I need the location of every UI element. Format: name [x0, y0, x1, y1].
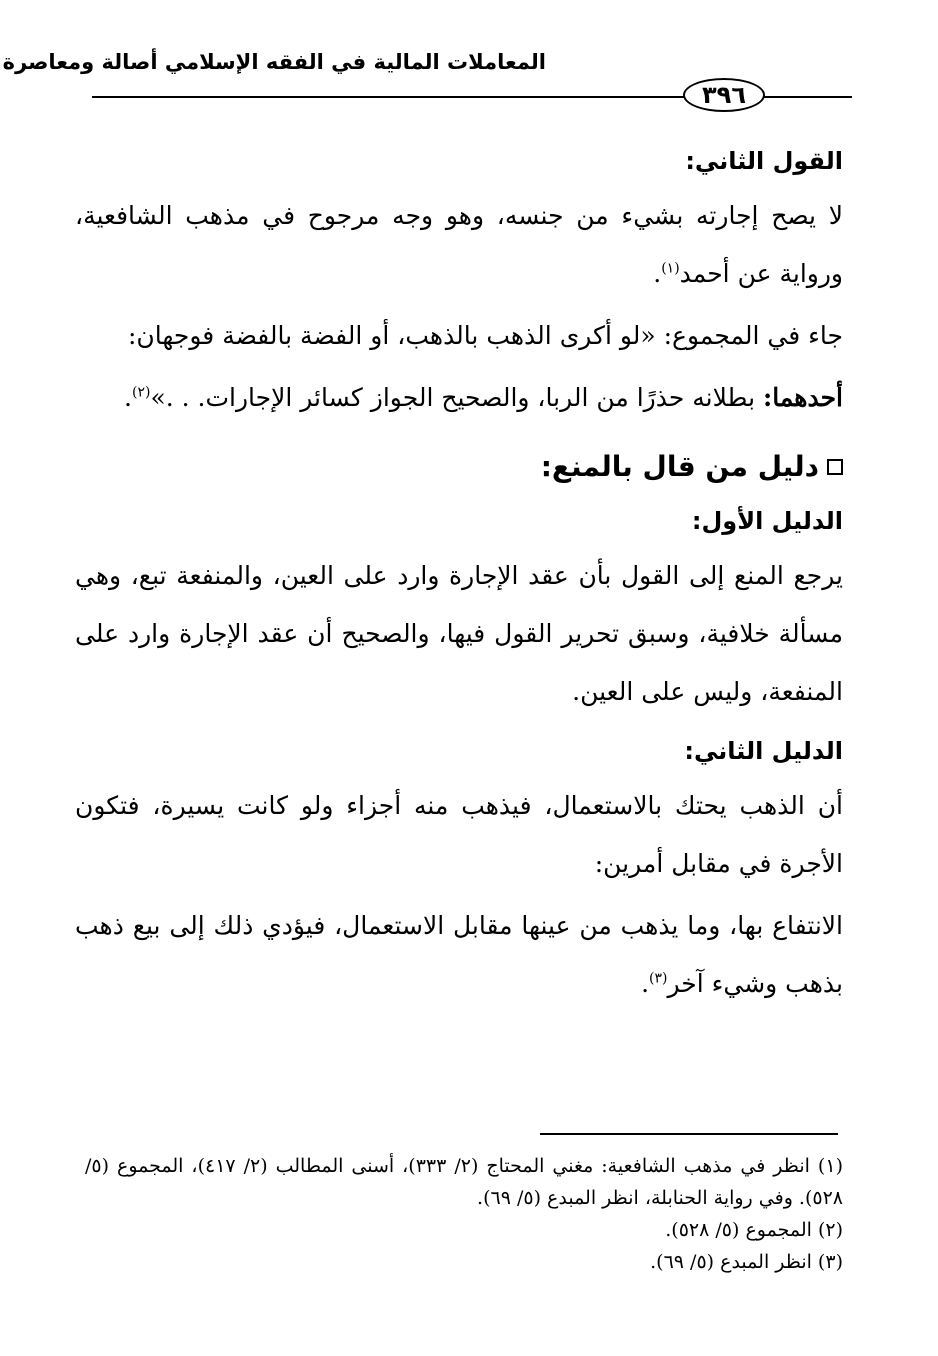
heading-second-opinion: القول الثاني: — [685, 147, 843, 175]
heading-second-evidence: الدليل الثاني: — [684, 737, 843, 765]
section-heading — [75, 439, 843, 495]
heading-first-evidence: الدليل الأول: — [691, 507, 843, 535]
paragraph-1-end: . — [653, 259, 662, 288]
section-heading-text: دليل من قال بالمنع: — [540, 450, 819, 483]
running-title: المعاملات المالية في الفقه الإسلامي أصالة ومعاصرة — [2, 50, 546, 74]
paragraph-5: أن الذهب يحتك بالاستعمال، فيذهب منه أجزاء ولو كانت يسيرة، فتكون الأجرة في مقابل أمرين: — [75, 791, 843, 878]
footnote-ref-2[interactable]: (٢) — [131, 384, 151, 401]
paragraph-6 — [75, 897, 843, 1013]
footnote-rule — [540, 1133, 838, 1135]
square-bullet-icon — [827, 459, 843, 475]
footnote-ref-1[interactable]: (١) — [661, 260, 680, 277]
footnote-2: (٢) المجموع (٥/ ٥٢٨). — [665, 1219, 843, 1241]
footnotes — [85, 1150, 843, 1278]
paragraph-1-text: لا يصح إجارته بشيء من جنسه، وهو وجه مرجوح في مذهب الشافعية، ورواية عن أحمد — [75, 201, 843, 288]
paragraph-4: يرجع المنع إلى القول بأن عقد الإجارة وارد على العين، والمنفعة تبع، وهي مسألة خلافية، وسبق تحرير القول فيها، والصحيح أن عقد الإجارة وارد على المنفعة، وليس على العين. — [75, 561, 843, 706]
paragraph-6-text: الانتفاع بها، وما يذهب من عينها مقابل الاستعمال، فيؤدي ذلك إلى بيع ذهب بذهب وشيء آخر — [75, 911, 843, 998]
paragraph-3-lead: أحدهما: — [762, 383, 843, 412]
paragraph-3-end: . — [124, 383, 132, 412]
footnote-ref-3[interactable]: (٣) — [649, 970, 668, 987]
paragraph-1 — [75, 187, 843, 303]
footnote-3: (٣) انظر المبدع (٥/ ٦٩). — [650, 1251, 843, 1273]
main-text — [75, 135, 843, 1017]
paragraph-3-text: بطلانه حذرًا من الربا، والصحيح الجواز كسائر الإجارات. . .» — [150, 383, 763, 412]
paragraph-2: جاء في المجموع: «لو أكرى الذهب بالذهب، أو الفضة بالفضة فوجهان: — [128, 321, 843, 350]
paragraph-6-end: . — [641, 969, 650, 998]
page-number: ٣٩٦ — [683, 78, 765, 112]
paragraph-3 — [75, 369, 843, 427]
footnote-1: (١) انظر في مذهب الشافعية: مغني المحتاج (٢/ ٣٣٣)، أسنى المطالب (٢/ ٤١٧)، المجموع (٥/ ٥٢٨). وفي رواية الحنابلة، انظر المبدع (٥/ ٦٩). — [85, 1155, 843, 1209]
